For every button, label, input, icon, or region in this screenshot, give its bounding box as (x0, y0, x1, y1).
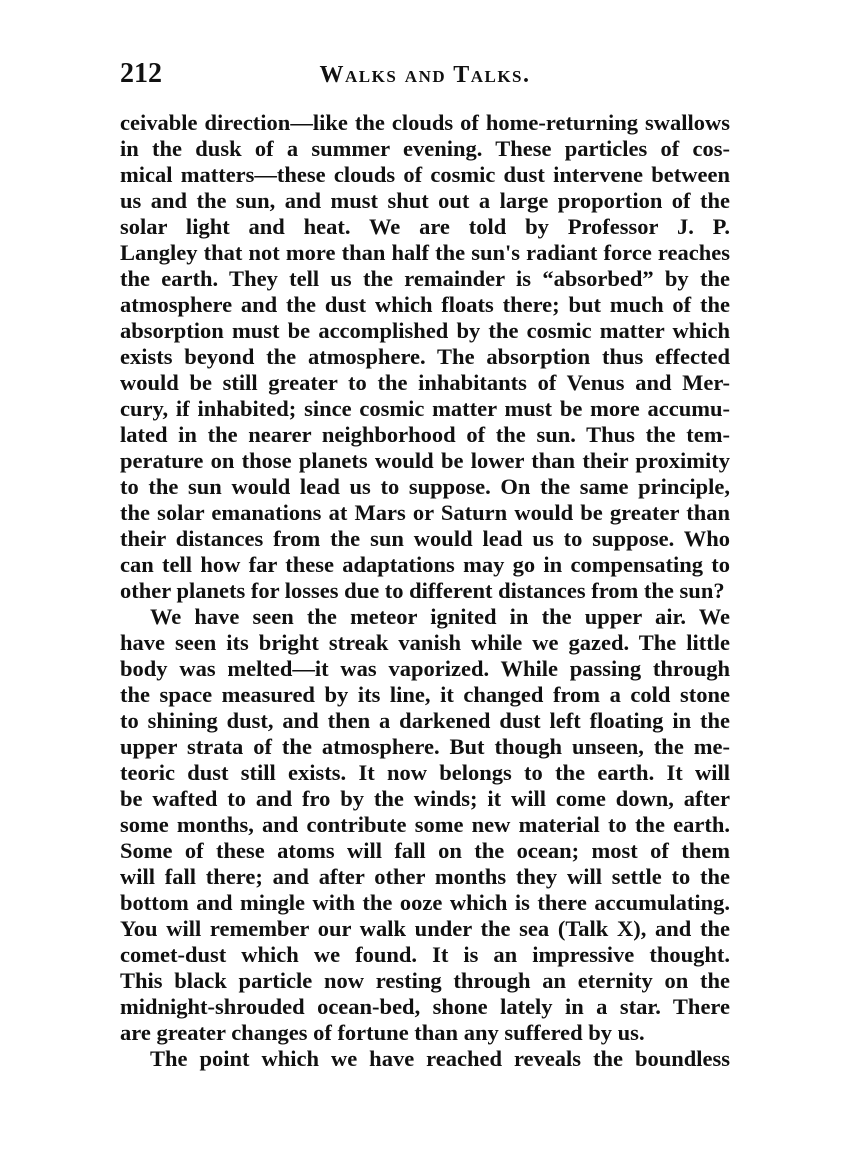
text-line: have seen its bright streak vanish while we gazed. The little (120, 630, 730, 655)
text-line: midnight-shrouded ocean-bed, shone lately in a star. There (120, 994, 730, 1019)
text-line: We have seen the meteor ignited in the upper air. We (150, 604, 730, 629)
text-line: This black particle now resting through an eternity on the (120, 968, 730, 993)
text-line: mical matters—these clouds of cosmic dust intervene between (120, 162, 730, 187)
text-line: atmosphere and the dust which floats there; but much of the (120, 292, 730, 317)
paragraph (120, 110, 730, 604)
text-line: the solar emanations at Mars or Saturn would be greater than (120, 500, 730, 525)
text-line: cury, if inhabited; since cosmic matter must be more accumu- (120, 396, 730, 421)
text-line: upper strata of the atmosphere. But though unseen, the me- (120, 734, 730, 759)
text-line: Some of these atoms will fall on the ocean; most of them (120, 838, 730, 863)
text-line: solar light and heat. We are told by Professor J. P. (120, 214, 730, 239)
text-line: their distances from the sun would lead us to suppose. Who (120, 526, 730, 551)
text-line: be wafted to and fro by the winds; it will come down, after (120, 786, 730, 811)
text-line: ceivable direction—like the clouds of home-returning swallows (120, 110, 730, 135)
page-number: 212 (120, 58, 162, 89)
text-line: other planets for losses due to different distances from the sun? (120, 578, 725, 603)
text-line: some months, and contribute some new material to the earth. (120, 812, 730, 837)
text-line: exists beyond the atmosphere. The absorption thus effected (120, 344, 730, 369)
text-line: would be still greater to the inhabitants of Venus and Mer- (120, 370, 730, 395)
text-line: will fall there; and after other months they will settle to the (120, 864, 730, 889)
running-title: Walks and Talks. (319, 62, 531, 88)
text-line: The point which we have reached reveals the boundless (150, 1046, 730, 1071)
text-line: lated in the nearer neighborhood of the sun. Thus the tem- (120, 422, 730, 447)
text-line: are greater changes of fortune than any suffered by us. (120, 1020, 645, 1045)
text-line: to shining dust, and then a darkened dust left floating in the (120, 708, 730, 733)
text-line: bottom and mingle with the ooze which is there accumulating. (120, 890, 730, 915)
text-line: Langley that not more than half the sun's radiant force reaches (120, 240, 730, 265)
text-line: comet-dust which we found. It is an impressive thought. (120, 942, 730, 967)
text-line: can tell how far these adaptations may go in compensating to (120, 552, 730, 577)
text-line: perature on those planets would be lower than their proximity (120, 448, 730, 473)
text-line: in the dusk of a summer evening. These particles of cos- (120, 136, 730, 161)
text-line: us and the sun, and must shut out a large proportion of the (120, 188, 730, 213)
page-header (120, 58, 730, 92)
text-line: absorption must be accomplished by the cosmic matter which (120, 318, 730, 343)
paragraph (120, 604, 730, 1046)
text-line: body was melted—it was vaporized. While passing through (120, 656, 730, 681)
text-line: to the sun would lead us to suppose. On the same principle, (120, 474, 730, 499)
text-line: teoric dust still exists. It now belongs to the earth. It will (120, 760, 730, 785)
paragraph (120, 1046, 730, 1072)
text-line: You will remember our walk under the sea (Talk X), and the (120, 916, 730, 941)
text-line: the earth. They tell us the remainder is “absorbed” by the (120, 266, 730, 291)
body-text (120, 110, 730, 1072)
text-line: the space measured by its line, it changed from a cold stone (120, 682, 730, 707)
